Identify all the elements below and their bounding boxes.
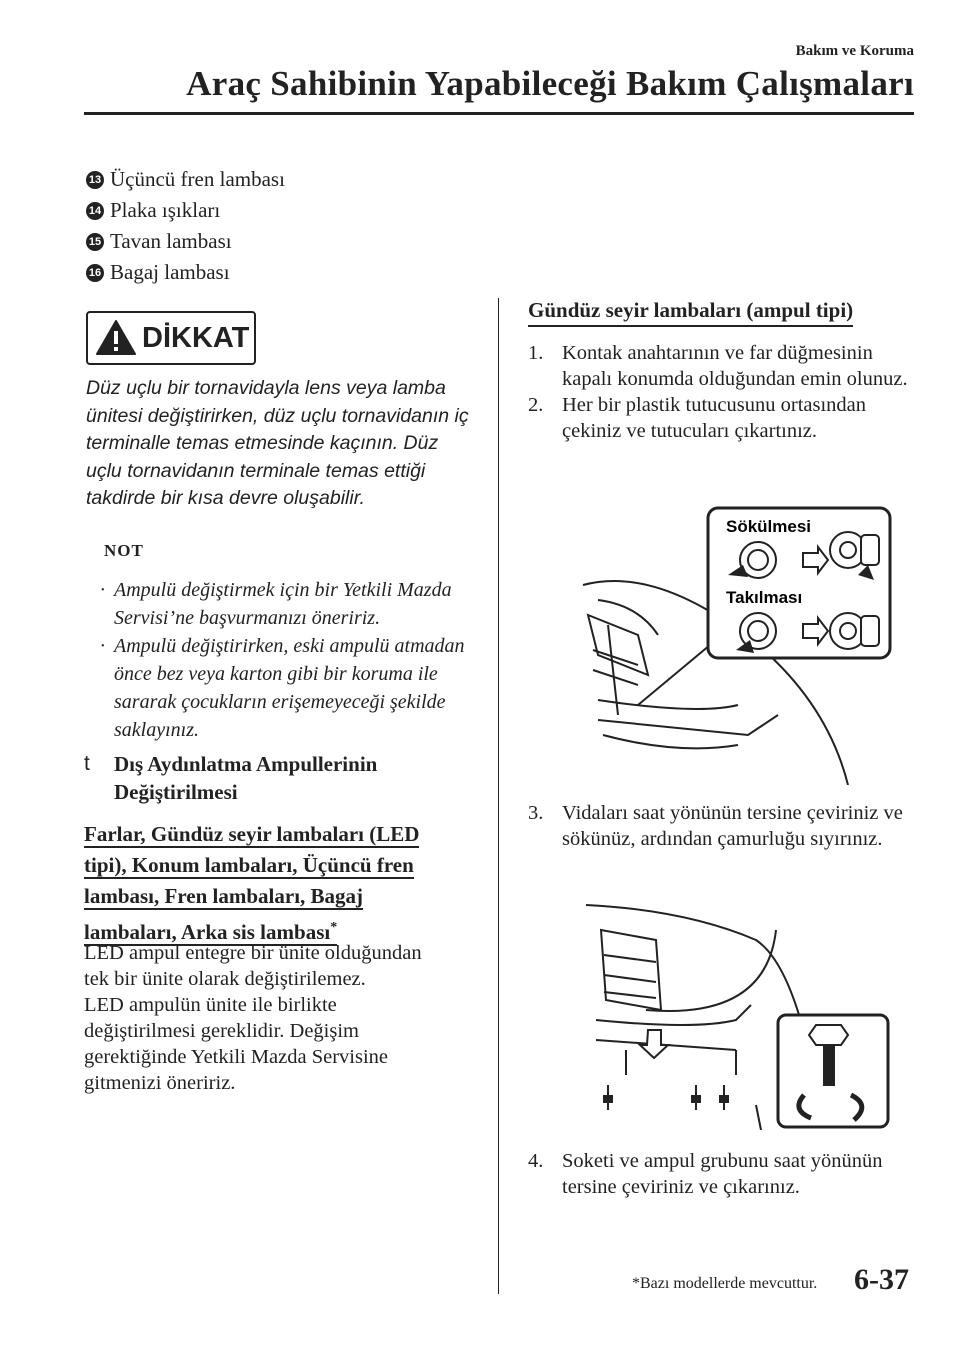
list-item	[86, 226, 285, 257]
note-item	[100, 632, 480, 744]
number-badge: 15	[86, 233, 104, 251]
body-line: değiştirilmesi gereklidir. Değişim	[84, 1020, 359, 1042]
step-item	[528, 800, 918, 852]
step-item	[528, 392, 918, 444]
screw-removal-figure	[586, 900, 892, 1130]
footnote: *Bazı modellerde mevcuttur.	[632, 1275, 818, 1292]
step-number: 4.	[528, 1150, 544, 1172]
body-line: LED ampul entegre bir ünite olduğundan	[84, 942, 422, 964]
note-list	[100, 576, 480, 744]
asterisk: *	[330, 920, 338, 935]
section-heading-text: Dış Aydınlatma Ampullerinin Değiştirilmesi	[114, 752, 378, 804]
step-text: Vidaları saat yönünün tersine çeviriniz ve sökünüz, ardından çamurluğu sıyırınız.	[562, 802, 903, 850]
bullet-icon: ·	[100, 635, 105, 657]
step-3	[528, 800, 918, 852]
chapter-subtitle: Bakım ve Koruma	[795, 43, 914, 59]
lamp-list	[86, 164, 285, 288]
step-4	[528, 1148, 918, 1200]
list-item	[86, 164, 285, 195]
column-divider	[498, 298, 499, 1294]
subtitle-line: tipi), Konum lambaları, Üçüncü fren	[84, 853, 414, 877]
page-number: 6-37	[854, 1263, 909, 1296]
note-label: NOT	[104, 541, 144, 560]
body-line: gitmenizi öneririz.	[84, 1072, 236, 1094]
led-body	[84, 940, 479, 1096]
step-item	[528, 340, 918, 392]
list-item	[86, 257, 285, 288]
subtitle-line: lambası, Fren lambaları, Bagaj	[84, 884, 364, 908]
number-badge: 14	[86, 202, 104, 220]
list-item-label: Üçüncü fren lambası	[110, 167, 285, 191]
warning-label: DİKKAT	[142, 321, 250, 354]
body-line: LED ampulün ünite ile birlikte	[84, 994, 337, 1016]
header-rule	[84, 112, 914, 115]
warning-text: Düz uçlu bir tornavidayla lens veya lamba ünitesi değiştirirken, düz uçlu tornavidanın iç terminalle temas etmesinde kaçının. Düz uçlu tornavidanın terminale temas ettiği takdirde bir kısa devre oluşabilir.	[86, 377, 469, 510]
subtitle-line: Farlar, Gündüz seyir lambaları (LED	[84, 822, 420, 846]
number-badge: 13	[86, 171, 104, 189]
step-number: 3.	[528, 802, 544, 824]
note-item-text: Ampulü değiştirmek için bir Yetkili Mazda Servisi’ne başvurmanızı öneririz.	[114, 579, 452, 629]
install-label: Takılması	[726, 588, 803, 607]
section-heading	[84, 750, 424, 806]
clip-removal-figure	[578, 505, 894, 785]
step-number: 1.	[528, 342, 544, 364]
list-item-label: Plaka ışıkları	[110, 198, 221, 222]
removal-label: Sökülmesi	[726, 517, 812, 536]
step-text: Soketi ve ampul grubunu saat yönünün tersine çeviriniz ve çıkarınız.	[562, 1150, 883, 1198]
bullet-icon: ·	[100, 579, 105, 601]
list-item	[86, 195, 285, 226]
steps-1-2	[528, 340, 918, 444]
number-badge: 16	[86, 264, 104, 282]
step-number: 2.	[528, 394, 544, 416]
gunduz-section-title: Gündüz seyir lambaları (ampul tipi)	[528, 298, 853, 327]
step-text: Kontak anahtarının ve far düğmesinin kapalı konumda olduğundan emin olunuz.	[562, 342, 908, 390]
list-item-label: Bagaj lambası	[110, 260, 230, 284]
subtitle-line-text: lambaları, Arka sis lambası	[84, 920, 331, 944]
warning-triangle-icon	[94, 318, 138, 358]
step-item	[528, 1148, 918, 1200]
note-item	[100, 576, 480, 632]
step-text: Her bir plastik tutucusunu ortasından çekiniz ve tutucuları çıkartınız.	[562, 394, 867, 442]
note-item-text: Ampulü değiştirirken, eski ampulü atmadan önce bez veya karton gibi bir koruma ile sararak çocukların erişemeyeceği şekilde saklayınız.	[114, 635, 465, 741]
section-marker-icon: t	[84, 752, 90, 775]
body-line: gerektiğinde Yetkili Mazda Servisine	[84, 1046, 389, 1068]
list-item-label: Tavan lambası	[110, 229, 232, 253]
page-title: Araç Sahibinin Yapabileceği Bakım Çalışmaları	[186, 64, 914, 103]
body-line: tek bir ünite olarak değiştirilemez.	[84, 968, 366, 990]
led-subsection-title	[84, 819, 444, 948]
warning-box	[86, 311, 256, 365]
